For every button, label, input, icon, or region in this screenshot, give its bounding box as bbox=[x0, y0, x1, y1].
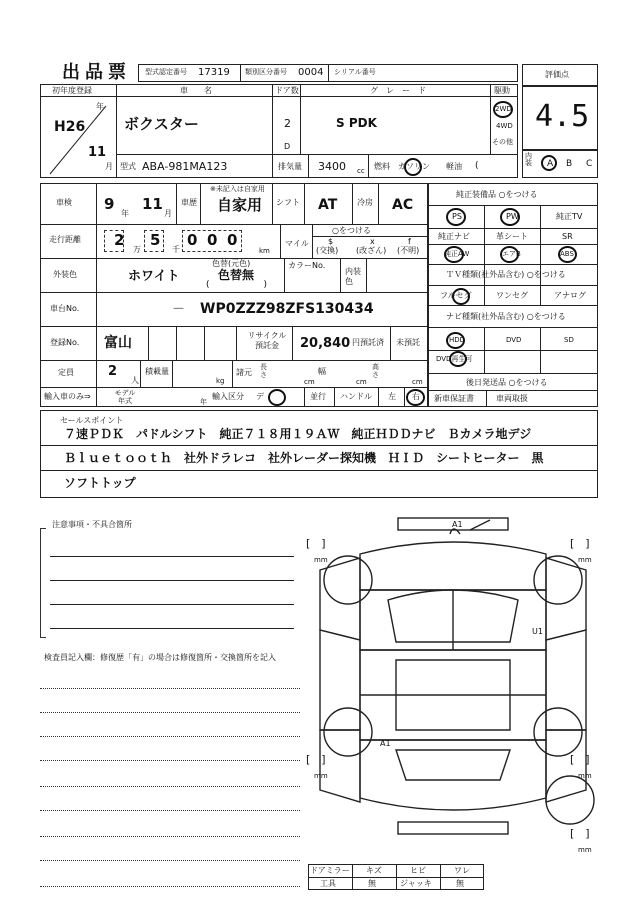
shift-value: AT bbox=[318, 197, 338, 213]
interior-label: 内装 bbox=[525, 152, 532, 167]
option-ps: PS bbox=[452, 212, 462, 221]
import-parallel: 並行 bbox=[310, 392, 326, 401]
color-change-label: 色替(元色) bbox=[212, 259, 251, 268]
mileage-digit-5: 0 bbox=[227, 231, 238, 249]
interior-grade-b: B bbox=[566, 159, 573, 169]
fuel-gasoline: ガソリン bbox=[398, 162, 430, 171]
damage-a1-left: A1 bbox=[380, 739, 391, 748]
chassis-label: 車台No. bbox=[50, 304, 80, 313]
category-label: 類別区分番号 bbox=[245, 68, 287, 76]
inspection-month-unit: 月 bbox=[164, 209, 172, 218]
drive-2wd: 2WD bbox=[495, 105, 512, 113]
later-warranty: 新車保証書 bbox=[434, 394, 474, 403]
mileage-sym-f: f bbox=[408, 237, 411, 246]
recycle-label: リサイクル預託金 bbox=[247, 331, 287, 350]
jack-value: 無 bbox=[456, 879, 464, 888]
sales-label: セールスポイント bbox=[60, 416, 124, 425]
later-manual: 車両取扱 bbox=[496, 394, 528, 403]
displacement-value: 3400 bbox=[318, 160, 346, 173]
scratch-label: キズ bbox=[366, 866, 382, 875]
chassis-dash: － bbox=[172, 302, 186, 317]
later-items-title: 後日発送品 ○をつける bbox=[466, 378, 548, 387]
options-title: 純正装備品 ○をつける bbox=[456, 190, 538, 199]
tire-mm-fl: mm bbox=[314, 556, 328, 564]
color-label: 外装色 bbox=[53, 270, 77, 279]
inspection-label: 車検 bbox=[56, 198, 72, 207]
handle-left: 左 bbox=[388, 392, 396, 401]
mileage-unknown: (不明) bbox=[397, 246, 420, 255]
chassis-number: WP0ZZZ98ZFS130434 bbox=[200, 301, 374, 317]
dims-height: 高さ bbox=[372, 363, 379, 379]
tire-mm-spare: mm bbox=[578, 846, 592, 854]
model-year-unit: 年 bbox=[200, 398, 207, 406]
doors-label: ドア数 bbox=[275, 86, 299, 95]
reg-value: 富山 bbox=[104, 335, 132, 351]
recycle-value: 20,840 bbox=[300, 336, 351, 351]
mileage-digit-3: 0 bbox=[187, 231, 198, 249]
option-sr: SR bbox=[562, 232, 573, 241]
option-leather: 革シート bbox=[496, 232, 528, 241]
interior-color-label: 内装色 bbox=[345, 267, 361, 286]
navi-dvd-play: DVD再生可 bbox=[436, 355, 473, 363]
damage-a1-top: A1 bbox=[452, 520, 463, 529]
fuel-diesel: 軽油 bbox=[446, 162, 462, 171]
inspection-year-unit: 年 bbox=[121, 209, 129, 218]
import-dealer: デ bbox=[256, 392, 264, 401]
first-reg-era: H26 bbox=[54, 119, 86, 135]
type-cert-value: 17319 bbox=[198, 67, 230, 78]
grade-value: S PDK bbox=[336, 116, 377, 130]
reg-label: 登録No. bbox=[50, 338, 80, 347]
option-pw: PW bbox=[506, 212, 519, 221]
inspection-month: 11 bbox=[142, 195, 163, 213]
category-value: 0004 bbox=[298, 67, 324, 78]
sales-line-2: Ｂｌｕｅｔｏｏｔｈ 社外ドラレコ 社外レーダー探知機 ＨＩＤ シートヒーター 黒 bbox=[64, 451, 544, 465]
mileage-digit-2: 5 bbox=[150, 231, 161, 249]
recycle-unpaid: 未預託 bbox=[396, 338, 420, 347]
option-abs: ABS bbox=[560, 250, 574, 258]
mileage-man: 万 bbox=[133, 245, 141, 254]
first-reg-label: 初年度登録 bbox=[52, 86, 92, 95]
tv-type-title: ＴＶ種類(社外品含む) ○をつける bbox=[446, 270, 566, 279]
handle-right: 右 bbox=[412, 392, 420, 401]
capacity-value: 2 bbox=[108, 364, 118, 379]
damage-u1: U1 bbox=[532, 627, 543, 636]
option-tv: 純正TV bbox=[556, 212, 583, 221]
tire-mm-rl: mm bbox=[314, 772, 328, 780]
color-value: ホワイト bbox=[128, 269, 180, 284]
dims-label: 諸元 bbox=[236, 368, 252, 377]
import-class-label: 輸入区分 bbox=[212, 392, 244, 401]
mileage-exchange: (交換) bbox=[316, 246, 339, 255]
drive-label: 駆動 bbox=[494, 86, 510, 95]
history-note: ※未記入は自家用 bbox=[210, 185, 265, 193]
option-ac: エアB bbox=[502, 250, 521, 258]
navi-dvd: DVD bbox=[506, 336, 522, 344]
navi-hdd: HDD bbox=[449, 336, 466, 344]
displacement-unit: cc bbox=[357, 167, 365, 175]
mileage-tamper: (改ざん) bbox=[356, 246, 387, 255]
tv-fullseg: フルセグ bbox=[440, 291, 472, 300]
first-reg-month: 11 bbox=[88, 145, 107, 160]
tools-value: 無 bbox=[368, 879, 376, 888]
color-change-value: 色替無 bbox=[218, 268, 255, 282]
recycle-paid: 円預託済 bbox=[352, 338, 384, 347]
navi-type-title: ナビ種類(社外品含む) ○をつける bbox=[446, 312, 566, 321]
import-label: 輸入車のみ⇒ bbox=[44, 392, 91, 401]
mileage-sym-dollar: $ bbox=[328, 237, 334, 246]
door-count: 2 bbox=[284, 117, 291, 130]
serial-label: シリアル番号 bbox=[334, 68, 376, 76]
type-cert-label: 型式認定番号 bbox=[145, 68, 187, 76]
capacity-label: 定員 bbox=[58, 368, 74, 377]
mileage-mile: マイル bbox=[285, 239, 309, 248]
tire-mm-fr: mm bbox=[578, 556, 592, 564]
tire-bracket-spare: [ ] bbox=[570, 827, 590, 840]
mileage-mark-note: ○をつける bbox=[332, 226, 371, 235]
ac-label: 冷房 bbox=[357, 198, 373, 207]
mileage-digit-1: 2 bbox=[114, 231, 125, 249]
mileage-digit-4: 0 bbox=[207, 231, 218, 249]
tire-bracket-rl: [ ] bbox=[306, 753, 326, 766]
shift-label: シフト bbox=[276, 198, 300, 207]
option-aw: 純正AW bbox=[444, 250, 470, 258]
drive-4wd: 4WD bbox=[496, 122, 513, 130]
load-label: 積載量 bbox=[145, 367, 169, 376]
handle-label: ハンドル bbox=[340, 392, 372, 401]
tv-analog: アナログ bbox=[554, 291, 586, 300]
option-navi: 純正ナビ bbox=[438, 232, 470, 241]
interior-grade-c: C bbox=[586, 159, 593, 169]
evaluation-score: 4.5 bbox=[535, 99, 590, 134]
dims-height-unit: cm bbox=[412, 378, 423, 386]
mileage-sen: 千 bbox=[172, 245, 180, 254]
warp-label: ワレ bbox=[454, 866, 470, 875]
sales-line-3: ソフトトップ bbox=[64, 476, 136, 490]
jack-label: ジャッキ bbox=[400, 879, 432, 888]
tv-oneseg: ワンセグ bbox=[496, 291, 528, 300]
inspection-year: 9 bbox=[104, 195, 115, 213]
inspector-label: 検査員記入欄：修復歴「有」の場合は修復箇所・交換箇所を記入 bbox=[44, 653, 276, 662]
mileage-label: 走行距離 bbox=[49, 235, 81, 244]
capacity-unit: 人 bbox=[131, 376, 139, 385]
tire-bracket-fr: [ ] bbox=[570, 537, 590, 550]
model-value: ABA-981MA123 bbox=[142, 160, 228, 173]
tire-bracket-fl: [ ] bbox=[306, 537, 326, 550]
caution-label: 注意事項・不具合箇所 bbox=[52, 520, 132, 529]
car-name: ボクスター bbox=[124, 115, 199, 133]
navi-sd: SD bbox=[564, 336, 574, 344]
mileage-sym-x: x bbox=[370, 237, 375, 246]
dims-width: 幅 bbox=[318, 367, 326, 376]
year-suffix: 年 bbox=[96, 102, 104, 111]
ac-value: AC bbox=[392, 197, 414, 213]
month-suffix: 月 bbox=[105, 162, 113, 171]
crack-label: ヒビ bbox=[410, 866, 426, 875]
dims-width-unit: cm bbox=[356, 378, 367, 386]
mileage-km: km bbox=[259, 247, 270, 255]
fuel-label: 燃料 bbox=[374, 162, 390, 171]
doc-title: 出品票 bbox=[62, 62, 131, 83]
displacement-label: 排気量 bbox=[278, 162, 302, 171]
interior-grade-a: A bbox=[547, 159, 554, 169]
history-value: 自家用 bbox=[217, 196, 263, 214]
color-code-label: カラーNo. bbox=[288, 261, 326, 270]
mirror-label: ドアミラー bbox=[310, 866, 350, 875]
model-year-label: モデル年式 bbox=[114, 389, 136, 405]
car-damage-diagram bbox=[300, 510, 620, 850]
history-label: 車歴 bbox=[181, 198, 197, 207]
sales-line-1: ７速ＰＤＫ パドルシフト 純正７１８用１９ＡＷ 純正ＨＤＤナビ Ｂカメラ地デジ bbox=[64, 427, 532, 441]
fuel-paren: ( bbox=[475, 161, 479, 171]
model-label: 型式 bbox=[120, 162, 136, 171]
car-name-label: 車 名 bbox=[180, 86, 212, 95]
tire-bracket-rr: [ ] bbox=[570, 753, 590, 766]
evaluation-label: 評価点 bbox=[545, 70, 569, 79]
dims-length: 長さ bbox=[260, 363, 267, 379]
tools-label: 工具 bbox=[320, 879, 336, 888]
color-change-paren: ( ) bbox=[206, 280, 268, 290]
dims-length-unit: cm bbox=[304, 378, 315, 386]
door-unit: D bbox=[284, 142, 291, 151]
drive-other: その他 bbox=[492, 138, 513, 146]
load-unit: kg bbox=[216, 377, 225, 385]
grade-label: グ レ ー ド bbox=[370, 86, 426, 95]
tire-mm-rr: mm bbox=[578, 772, 592, 780]
